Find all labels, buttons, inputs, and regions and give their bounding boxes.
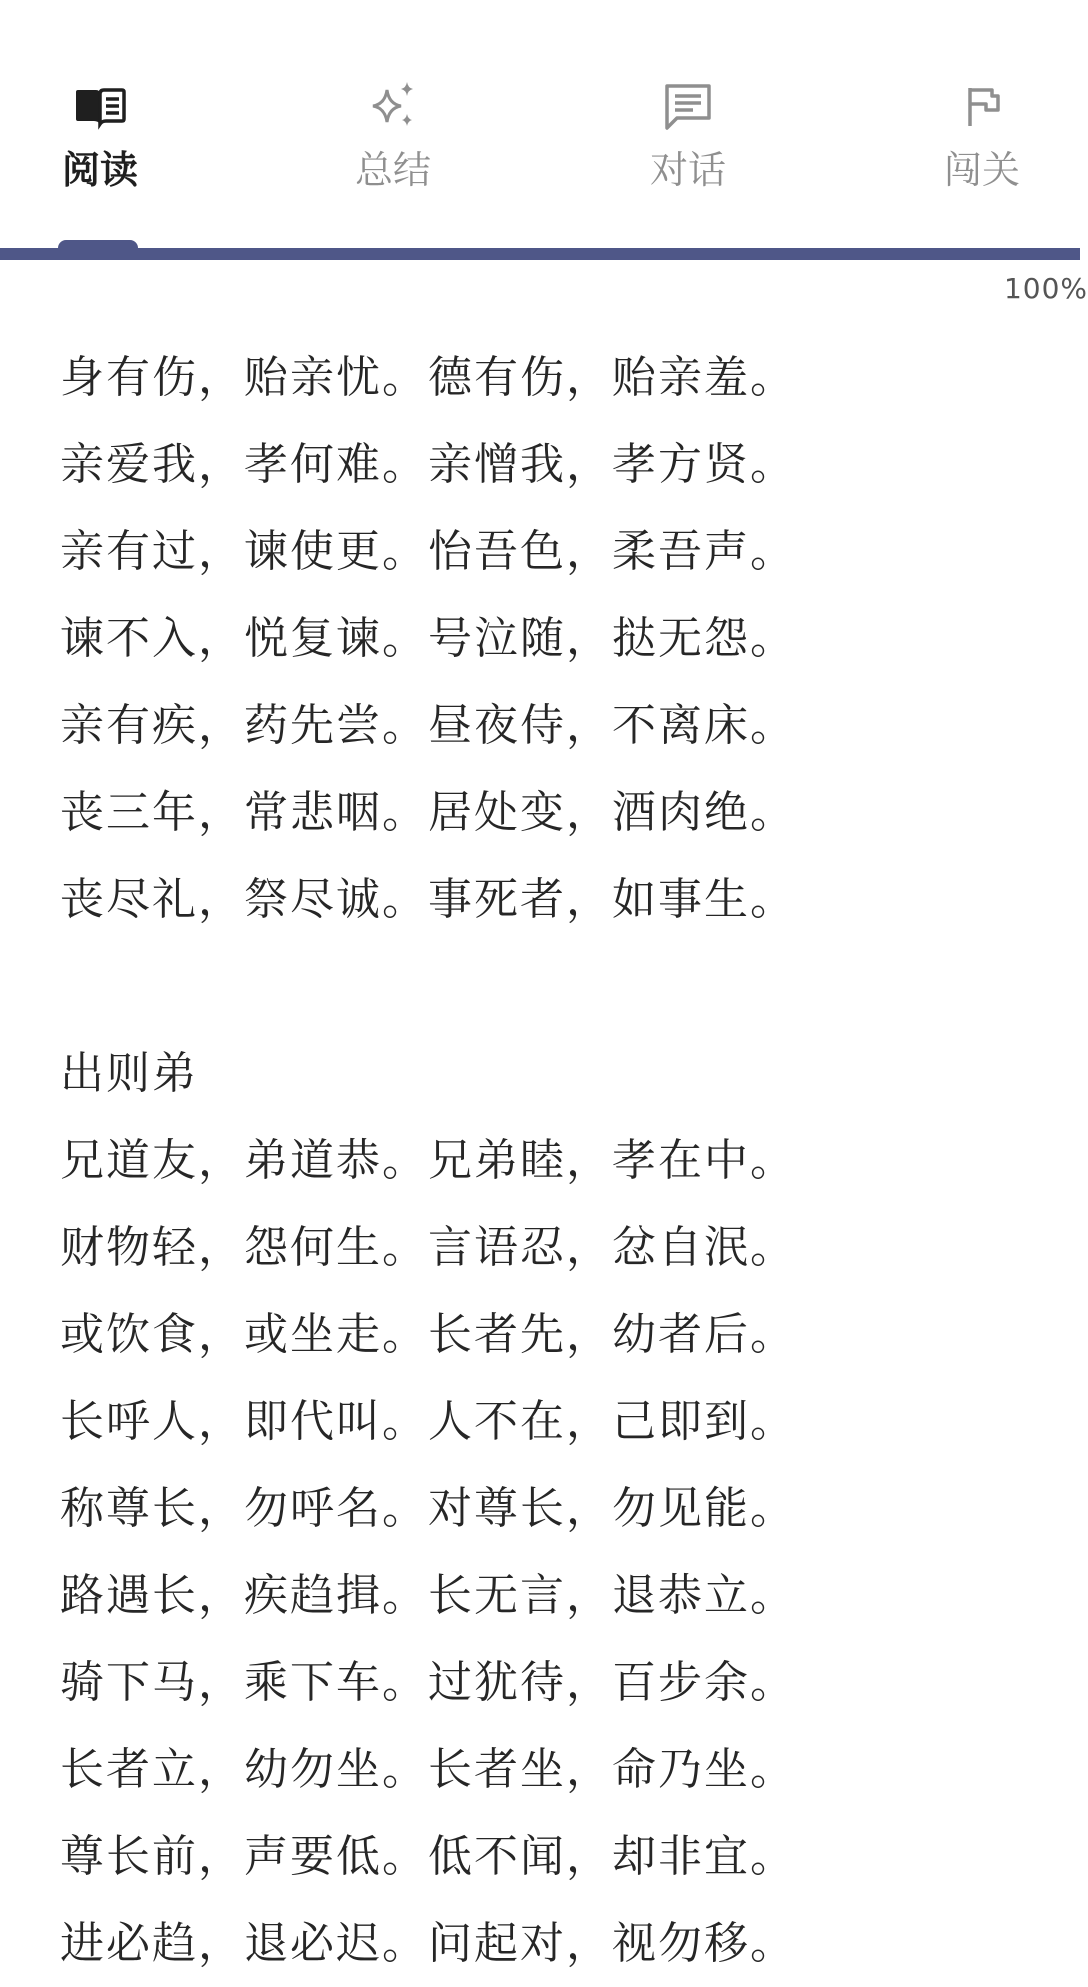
book-icon <box>70 76 130 136</box>
text-line: 亲爱我，孝何难。亲憎我，孝方贤。 <box>60 439 796 490</box>
text-line: 亲有过，谏使更。怡吾色，柔吾声。 <box>60 526 796 577</box>
text-line: 丧三年，常悲咽。居处变，酒肉绝。 <box>60 787 796 838</box>
chat-icon <box>658 76 718 136</box>
active-tab-indicator <box>58 240 138 254</box>
text-line: 谏不入，悦复谏。号泣随，挞无怨。 <box>60 613 796 664</box>
text-line: 称尊长，勿呼名。对尊长，勿见能。 <box>60 1483 796 1534</box>
tab-read-label: 阅读 <box>61 148 138 192</box>
text-line: 财物轻，怨何生。言语忍，忿自泯。 <box>60 1222 796 1273</box>
tab-chat[interactable] <box>588 70 788 200</box>
text-line: 长者立，幼勿坐。长者坐，命乃坐。 <box>60 1744 796 1795</box>
tab-summary[interactable] <box>293 70 493 200</box>
tab-read[interactable] <box>0 70 200 200</box>
text-line: 骑下马，乘下车。过犹待，百步余。 <box>60 1657 796 1708</box>
tab-chat-label: 对话 <box>649 148 726 192</box>
section-title: 出则弟 <box>60 1048 198 1099</box>
text-line: 尊长前，声要低。低不闻，却非宜。 <box>60 1831 796 1882</box>
text-line: 路遇长，疾趋揖。长无言，退恭立。 <box>60 1570 796 1621</box>
text-line: 亲有疾，药先尝。昼夜侍，不离床。 <box>60 700 796 751</box>
text-line: 兄道友，弟道恭。兄弟睦，孝在中。 <box>60 1135 796 1186</box>
reading-content <box>60 334 1060 1987</box>
text-line: 或饮食，或坐走。长者先，幼者后。 <box>60 1309 796 1360</box>
tab-bar <box>0 0 1080 250</box>
text-line: 身有伤，贻亲忧。德有伤，贻亲羞。 <box>60 352 796 403</box>
tab-summary-label: 总结 <box>354 148 431 192</box>
reading-progress-bar <box>0 248 1080 260</box>
section-2 <box>60 1117 1060 1987</box>
text-line: 进必趋，退必迟。问起对，视勿移。 <box>60 1918 796 1969</box>
section-spacer <box>60 943 1060 1030</box>
sparkle-icon <box>363 76 423 136</box>
text-line: 长呼人，即代叫。人不在，己即到。 <box>60 1396 796 1447</box>
tab-challenge[interactable] <box>882 70 1082 200</box>
reading-progress-text: 100% <box>1003 272 1088 305</box>
flag-icon <box>952 76 1012 136</box>
reading-progress-fill <box>0 248 1080 260</box>
section-1 <box>60 334 1060 943</box>
tab-challenge-label: 闯关 <box>943 148 1020 192</box>
text-line: 丧尽礼，祭尽诚。事死者，如事生。 <box>60 874 796 925</box>
